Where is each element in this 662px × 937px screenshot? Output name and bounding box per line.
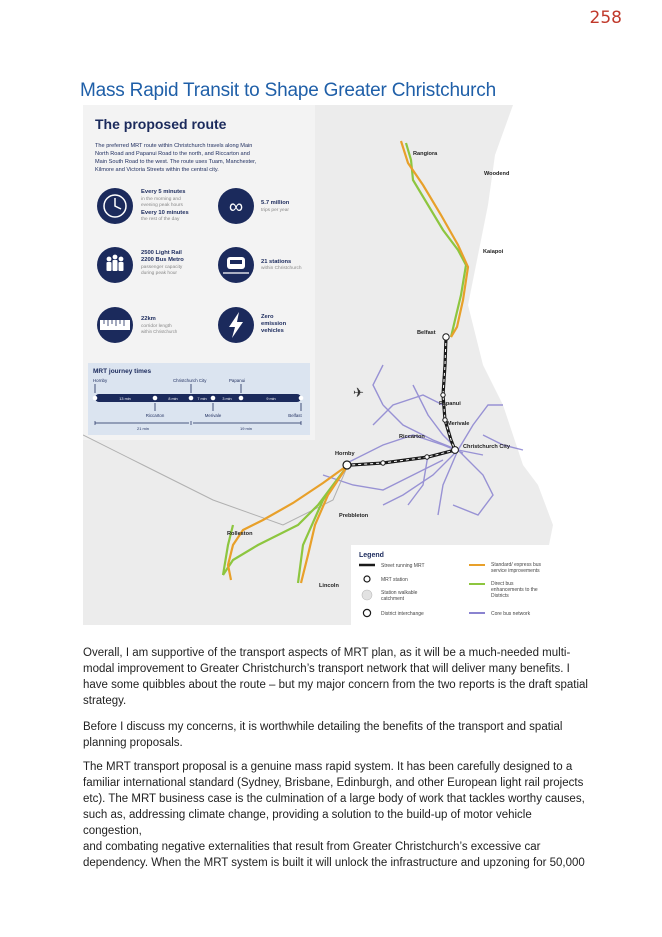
svg-text:∞: ∞ — [228, 196, 244, 218]
svg-text:5.7 million: 5.7 million — [261, 200, 290, 206]
segment-1: 13 min — [119, 397, 131, 401]
place-rolleston: Rolleston — [227, 531, 253, 537]
text-line: such as, addressing climate change, providing a solution to the build-up of motor vehicle congestion, — [83, 809, 532, 837]
place-prebbleton: Prebbleton — [339, 513, 369, 519]
svg-text:Street running MRT: Street running MRT — [381, 563, 425, 569]
text-line: modal improvement to Greater Christchurch’s transport network that will deliver many benefits. I — [83, 663, 570, 675]
stat-frequency — [97, 188, 189, 224]
svg-text:Direct bus: Direct bus — [491, 581, 514, 587]
segment-4: 3 min — [222, 397, 232, 401]
intro-line-4: Kilmore and Victoria Streets within the central city. — [95, 167, 219, 173]
place-hornby: Hornby — [335, 451, 355, 457]
place-kaiapoi: Kaiapoi — [483, 249, 504, 255]
text-line: Overall, I am supportive of the transport aspects of MRT plan, as it will be a much-needed multi- — [83, 647, 571, 659]
segment-3: 7 min — [197, 397, 207, 401]
figure-title: The proposed route — [95, 116, 227, 132]
svg-text:service improvements: service improvements — [491, 568, 540, 574]
place-papanui: Papanui — [439, 401, 461, 407]
proposed-route-figure — [83, 105, 583, 625]
journey-bottom-belfast: Belfast — [288, 413, 302, 418]
text-line: strategy. — [83, 695, 127, 707]
text-line: dependency. When the MRT system is built it will unlock the infrastructure and upzoning for 50,000 — [83, 857, 585, 869]
place-riccarton: Riccarton — [399, 434, 425, 440]
segment-5: 9 min — [266, 397, 276, 401]
intro-line-3: Main South Road to the west. The route uses Tuam, Manchester, — [95, 159, 257, 165]
svg-text:Districts: Districts — [491, 593, 509, 599]
svg-text:Core bus network: Core bus network — [491, 611, 531, 617]
svg-text:within Christchurch: within Christchurch — [141, 329, 178, 334]
journey-top-hornby: Hornby — [93, 378, 108, 383]
journey-total-1: 21 min — [136, 426, 150, 431]
intro-line-1: The preferred MRT route within Christchurch travels along Main — [95, 143, 253, 149]
svg-text:District interchange: District interchange — [381, 611, 424, 617]
place-lincoln: Lincoln — [319, 583, 339, 589]
svg-text:the rest of the day: the rest of the day — [141, 217, 180, 222]
svg-text:22km: 22km — [141, 316, 156, 322]
place-woodend: Woodend — [484, 171, 510, 177]
svg-text:during peak hour: during peak hour — [141, 271, 178, 276]
svg-text:Standard/ express bus: Standard/ express bus — [491, 562, 542, 568]
journey-top-city: Christchurch City — [173, 378, 207, 383]
svg-text:emission: emission — [261, 321, 287, 327]
paragraph-intro-concerns — [83, 719, 593, 751]
legend-station-icon — [364, 576, 370, 582]
text-line: familiar international standard (Sydney, Brisbane, Edinburgh, and other European light rail projects — [83, 777, 584, 789]
paragraph-mrt-proposal — [83, 759, 593, 871]
svg-text:Every 5 minutes: Every 5 minutes — [141, 189, 186, 195]
svg-text:Every 10 minutes: Every 10 minutes — [141, 210, 189, 216]
text-line: and combating negative externalities that result from Greater Christchurch’s excessive car — [83, 841, 541, 853]
place-christchurch-city: Christchurch City — [463, 444, 510, 450]
section-heading: Mass Rapid Transit to Shape Greater Christchurch — [80, 80, 496, 101]
svg-text:enhancements to the: enhancements to the — [491, 587, 538, 593]
svg-text:corridor length: corridor length — [141, 324, 172, 329]
place-merivale: Merivale — [447, 421, 470, 427]
text-line: The MRT transport proposal is a genuine mass rapid system. It has been carefully designed to a — [83, 761, 573, 773]
svg-text:Zero: Zero — [261, 314, 274, 320]
place-belfast: Belfast — [417, 330, 436, 336]
text-line: planning proposals. — [83, 737, 183, 749]
svg-text:catchment: catchment — [381, 596, 405, 602]
svg-text:2200 Bus Metro: 2200 Bus Metro — [141, 257, 184, 263]
place-rangiora: Rangiora — [413, 151, 438, 157]
svg-text:Station walkable: Station walkable — [381, 590, 418, 596]
text-line: Before I discuss my concerns, it is worthwhile detailing the benefits of the transport and spatial — [83, 721, 563, 733]
svg-text:2500 Light Rail: 2500 Light Rail — [141, 250, 182, 256]
svg-text:evening peak hours: evening peak hours — [141, 203, 183, 208]
legend-interchange-icon — [363, 609, 370, 616]
intro-line-2: North Road and Papanui Road to the north, and Riccarton and — [95, 151, 250, 157]
text-line: have some quibbles about the route – but my major concern from the two reports is the draft spatial — [83, 679, 588, 691]
svg-text:within Christchurch: within Christchurch — [261, 266, 302, 271]
hornby-interchange — [343, 461, 351, 469]
journey-top-papanui: Papanui — [229, 378, 246, 383]
text-line: etc). The MRT business case is the culmination of a large body of work that tackles worthy causes, — [83, 793, 585, 805]
journey-times-panel — [88, 363, 310, 435]
svg-text:vehicles: vehicles — [261, 328, 284, 334]
legend-catchment-icon — [362, 590, 372, 600]
svg-text:passenger capacity: passenger capacity — [141, 265, 183, 270]
journey-title: MRT journey times — [93, 368, 152, 375]
journey-total-2: 19 min — [239, 426, 253, 431]
paragraph-support — [83, 645, 593, 709]
svg-text:MRT station: MRT station — [381, 577, 408, 583]
page-number: 258 — [589, 8, 622, 28]
journey-bottom-merivale: Merivale — [204, 413, 222, 418]
svg-text:21 stations: 21 stations — [261, 259, 292, 265]
svg-text:in the morning and: in the morning and — [141, 197, 181, 202]
legend-title: Legend — [359, 552, 384, 559]
segment-2: 8 min — [168, 397, 178, 401]
airport-icon: ✈ — [353, 385, 364, 400]
svg-text:trips per year: trips per year — [261, 208, 289, 213]
map-legend — [351, 545, 583, 625]
journey-bottom-riccarton: Riccarton — [145, 413, 165, 418]
